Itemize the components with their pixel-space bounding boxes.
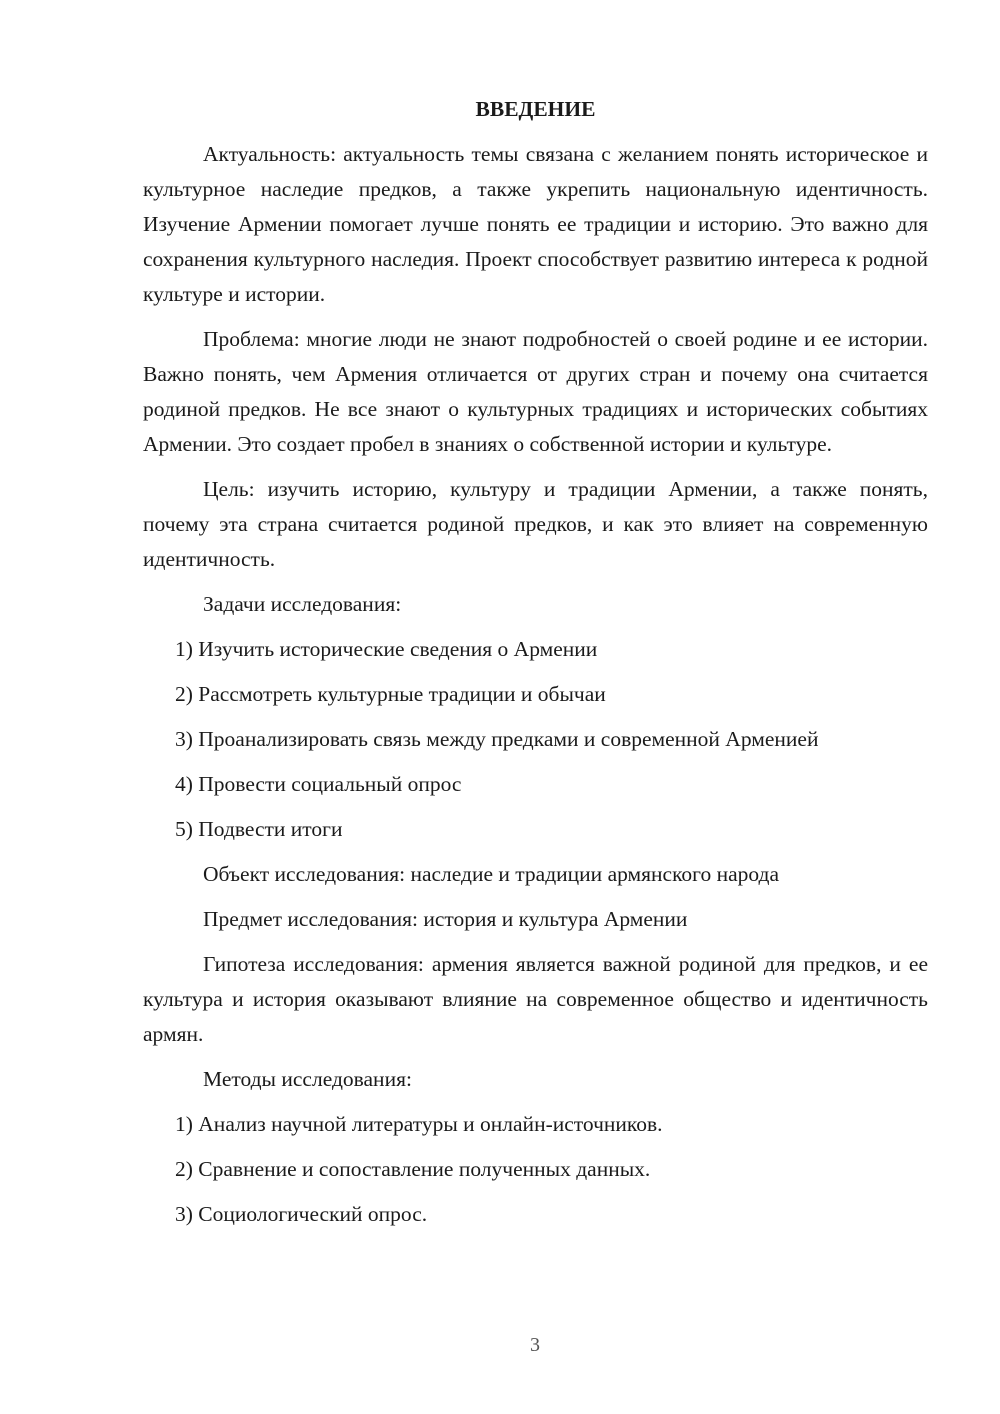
task-item: 1) Изучить исторические сведения о Армении xyxy=(175,637,598,661)
tasks-heading: Задачи исследования: xyxy=(203,592,402,616)
page-number: 3 xyxy=(530,1334,540,1356)
research-object: Объект исследования: наследие и традиции армянского народа xyxy=(203,862,779,886)
section-title: ВВЕДЕНИЕ xyxy=(475,97,596,121)
methods-list xyxy=(143,1107,928,1232)
research-subject: Предмет исследования: история и культура Армении xyxy=(203,907,688,931)
problem-paragraph: Проблема: многие люди не знают подробностей о своей родине и ее истории. Важно понять, чем Армения отличается от других стран и почему она считается родиной предков. Не все знают о культурных традициях и исторических событиях Армении. Это создает пробел в знаниях о собственной истории и культуре. xyxy=(143,327,928,456)
task-item: 2) Рассмотреть культурные традиции и обычаи xyxy=(175,682,606,706)
method-item: 1) Анализ научной литературы и онлайн-источников. xyxy=(175,1112,663,1136)
relevance-paragraph: Актуальность: актуальность темы связана с желанием понять историческое и культурное наследие предков, а также укрепить национальную идентичность. Изучение Армении помогает лучше понять ее традиции и историю. Это важно для сохранения культурного наследия. Проект способствует развитию интереса к родной культуре и истории. xyxy=(143,142,928,306)
methods-heading: Методы исследования: xyxy=(203,1067,412,1091)
hypothesis-paragraph: Гипотеза исследования: армения является важной родиной для предков, и ее культура и история оказывают влияние на современное общество и идентичность армян. xyxy=(143,952,928,1046)
task-item: 5) Подвести итоги xyxy=(175,817,343,841)
method-item: 2) Сравнение и сопоставление полученных данных. xyxy=(175,1157,651,1181)
task-item: 3) Проанализировать связь между предками и современной Арменией xyxy=(175,727,819,751)
method-item: 3) Социологический опрос. xyxy=(175,1202,428,1226)
task-item: 4) Провести социальный опрос xyxy=(175,772,462,796)
tasks-list xyxy=(143,632,928,847)
goal-paragraph: Цель: изучить историю, культуру и традиции Армении, а также понять, почему эта страна считается родиной предков, и как это влияет на современную идентичность. xyxy=(143,477,928,571)
document-page xyxy=(143,92,928,1242)
